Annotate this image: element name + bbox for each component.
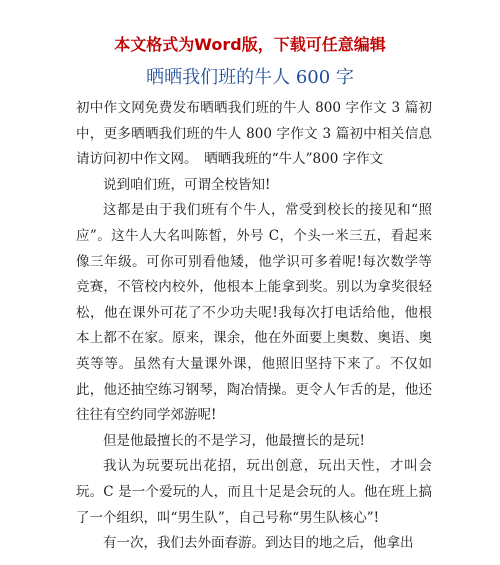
page-title: 晒晒我们班的牛人 600 字 [146, 67, 354, 88]
paragraph: 有一次，我们去外面春游。到达目的地之后，他拿出 [103, 535, 414, 552]
paragraph: 但是他最擅长的不是学习，他最擅长的是玩! [103, 432, 365, 449]
download-banner: 本文格式为Word版，下载可任意编辑 [114, 35, 386, 54]
paragraph-intro: 初中作文网免费发布晒晒我们班的牛人 800 字作文 3 篇初中，更多晒晒我们班的牛人 800 字作文 3 篇初中相关信息请访问初中作文网。 晒晒我班的“牛人”800 字作文 [76, 100, 432, 168]
article-body [76, 96, 432, 557]
paragraph: 这都是由于我们班有个牛人，常受到校长的接见和“照应”。这牛人大名叫陈皙，外号 C，个头一米三五，看起来像三年级。可你可别看他矮，他学识可多着呢!每次数学等竞赛，不管校内校外，他根本上能拿到奖。别以为拿奖很轻松，他在课外可花了不少功夫呢!我每次打电话给他，他根本上都不在家。原来，课余，他在外面要上奥数、奥语、奥英等等。虽然有大量课外课，他照旧坚持下来了。不仅如此，他还抽空练习钢琴，陶冶情操。更令人乍舌的是，他还往往有空约同学郊游呢! [76, 202, 432, 424]
paragraph: 我认为玩要玩出花招，玩出创意，玩出天性，才叫会玩。C 是一个爱玩的人，而且十足是会玩的人。他在班上搞了一个组织，叫“男生队”，自己号称“男生队核心”! [76, 458, 432, 526]
paragraph: 说到咱们班，可谓全校皆知! [103, 176, 271, 193]
